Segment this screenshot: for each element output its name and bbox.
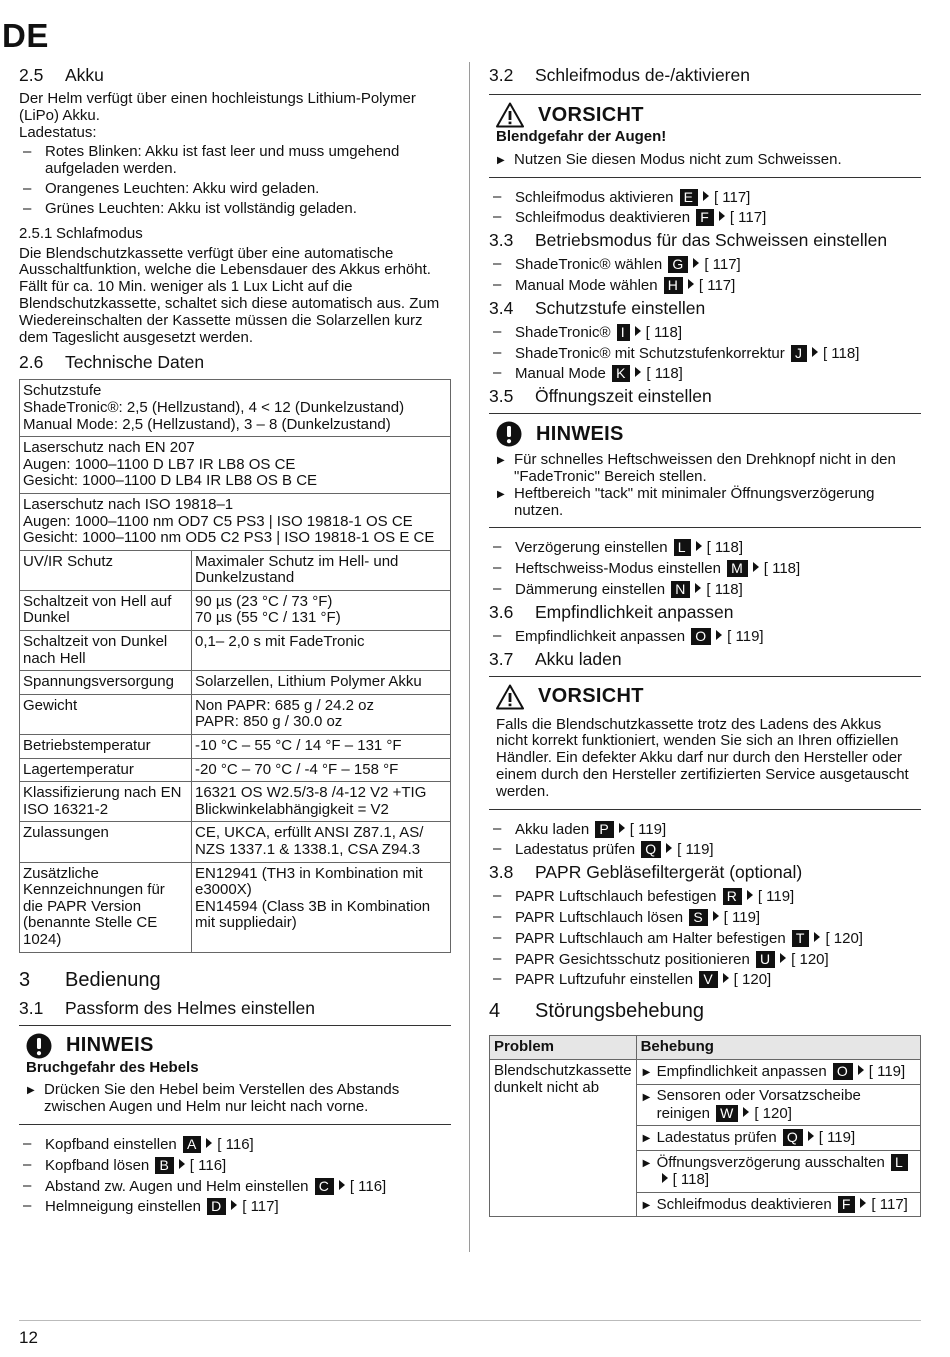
section-title: PAPR Gebläsefiltergerät (optional) (535, 862, 803, 883)
figure-key-badge: K (612, 365, 630, 382)
arrow-right-icon (662, 1173, 668, 1183)
section-heading-3-2 (489, 65, 921, 86)
section-heading-3 (19, 969, 451, 992)
step-item (489, 888, 921, 906)
notice-header (496, 101, 914, 129)
table-row (20, 380, 451, 437)
list-item: ▶ Für schnelles Heftschweissen den Drehknopf nicht in den "FadeTronic" Bereich stellen. (496, 452, 914, 486)
figure-key-badge: C (315, 1178, 334, 1195)
section-heading-2-6 (19, 352, 451, 373)
cell-line: Gesicht: 1000–1100 D LB4 IR LB8 OS B CE (23, 472, 318, 490)
cell-line: Laserschutz nach ISO 19818–1 (23, 495, 234, 513)
figure-key-badge: F (838, 1196, 856, 1213)
figure-key-badge: H (664, 277, 683, 294)
arrow-right-icon (635, 326, 641, 336)
arrow-right-icon (339, 1180, 345, 1190)
akku-intro: Der Helm verfügt über einen hochleistungs Lithium-Polymer (LiPo) Akku. (19, 90, 416, 124)
step-text: Verzögerung einstellen (515, 539, 668, 557)
fix-text: Sensoren oder Vorsatzscheibe reinigen (656, 1086, 861, 1122)
row-label: Betriebstemperatur (20, 735, 192, 759)
arrow-right-icon (688, 279, 694, 289)
notice-subtitle: Bruchgefahr des Hebels (26, 1058, 199, 1076)
notice-title: VORSICHT (538, 103, 644, 126)
arrow-right-icon (753, 562, 759, 572)
page-reference[interactable]: [ 118] (645, 323, 683, 341)
table-row (20, 862, 451, 952)
arrow-right-icon (858, 1065, 864, 1075)
arrow-right-icon (635, 367, 641, 377)
list-item: – Grünes Leuchten: Akku ist vollständig geladen. (19, 201, 451, 218)
figure-key-badge: J (791, 345, 807, 362)
figure-key-badge: Q (641, 841, 661, 858)
section-title: Öffnungszeit einstellen (535, 386, 712, 407)
step-text: Schleifmodus deaktivieren (515, 209, 691, 227)
section-number: 3.5 (489, 386, 514, 407)
figure-key-badge: P (595, 821, 613, 838)
list-item: ▶ Drücken Sie den Hebel beim Verstellen des Abstands zwischen Augen und Helm nur leicht nach vorne. (26, 1082, 444, 1116)
steps-3-4 (489, 324, 921, 383)
notice-subtitle: Blendgefahr der Augen! (496, 128, 667, 145)
step-item (489, 209, 921, 227)
steps-3-6 (489, 628, 921, 646)
row-value: EN12941 (TH3 in Kombination mit e3000X) EN14594 (Class 3B in Kombination mit suppliedair) (192, 862, 451, 952)
step-item (489, 324, 921, 342)
step-text: Kopfband lösen (45, 1156, 150, 1174)
cell-line: Gesicht: 1000–1100 nm OD5 C2 PS3 | ISO 19818-1 OS E CE (23, 529, 435, 547)
column-header-fix: Behebung (636, 1036, 920, 1060)
step-item (489, 821, 921, 839)
arrow-right-icon (780, 953, 786, 963)
notice-title: HINWEIS (66, 1034, 154, 1057)
list-item: – Orangenes Leuchten: Akku wird geladen. (19, 181, 451, 198)
table-row (20, 694, 451, 734)
cell-line: Laserschutz nach EN 207 (23, 439, 195, 457)
step-item (489, 909, 921, 927)
section-title: Bedienung (65, 968, 161, 991)
step-text: PAPR Luftzufuhr einstellen (515, 971, 694, 989)
section-number: 4 (489, 1000, 501, 1023)
section-title: Akku laden (535, 648, 622, 669)
step-text: ShadeTronic® (515, 323, 611, 341)
footer-rule (19, 1320, 921, 1321)
fix-cell (636, 1059, 920, 1084)
section-heading-3-3 (489, 230, 921, 251)
section-heading-2-5-1 (19, 225, 451, 242)
step-text: Schleifmodus aktivieren (515, 188, 674, 206)
page-reference[interactable]: [ 117] (729, 209, 767, 227)
exclamation-circle-icon (496, 421, 522, 447)
page-reference[interactable]: [ 120] (754, 1104, 792, 1122)
figure-key-badge: S (689, 909, 707, 926)
steps-3-5 (489, 539, 921, 598)
figure-key-badge: B (155, 1157, 173, 1174)
table-cell (20, 437, 451, 494)
row-value: Non PAPR: 685 g / 24.2 oz PAPR: 850 g / 30.0 oz (192, 694, 451, 734)
step-text: PAPR Gesichtsschutz positionieren (515, 950, 750, 968)
step-text: PAPR Luftschlauch am Halter befestigen (515, 929, 786, 947)
page-reference[interactable]: [ 119] (757, 888, 795, 906)
figure-key-badge: U (756, 951, 775, 968)
step-text: Manual Mode wählen (515, 276, 658, 294)
notice-text: Falls die Blendschutzkassette trotz des Ladens des Akkus nicht korrekt funktioniert, wenden Sie sich an Ihren offiziellen Händler. Ein defekter Akku darf nur durch den Hersteller oder einem durch den Hersteller zertifizierten Service ausgetauscht werden. (496, 715, 909, 800)
figure-key-badge: G (668, 256, 688, 273)
step-text: PAPR Luftschlauch lösen (515, 908, 684, 926)
fix-text: Öffnungsverzögerung ausschalten (656, 1154, 885, 1172)
section-number: 3.1 (19, 997, 44, 1018)
section-title: Schutzstufe einstellen (535, 297, 706, 318)
figure-key-badge: I (617, 324, 630, 341)
step-item (489, 189, 921, 207)
figure-key-badge: O (691, 628, 711, 645)
page-reference[interactable]: [ 120] (733, 971, 772, 989)
right-column (489, 62, 921, 1217)
row-label: Lagertemperatur (20, 758, 192, 782)
figure-key-badge: M (727, 560, 748, 577)
notice-header (496, 683, 914, 711)
notice-hinweis-3-5 (489, 413, 921, 528)
step-item (489, 345, 921, 363)
section-number: 3.4 (489, 297, 514, 318)
row-label: Zusätzliche Kennzeichnungen für die PAPR Version (benannte Stelle CE 1024) (20, 862, 192, 952)
column-divider (469, 62, 470, 1252)
page-reference[interactable]: [ 117] (871, 1195, 908, 1213)
step-item (489, 841, 921, 859)
page-reference[interactable]: [ 120] (791, 950, 829, 968)
arrow-right-icon (723, 973, 729, 983)
step-item (489, 581, 921, 599)
step-item (489, 256, 921, 274)
table-row (490, 1059, 921, 1084)
row-label: Schaltzeit von Hell auf Dunkel (20, 590, 192, 630)
page-reference[interactable]: [ 116] (349, 1177, 387, 1195)
page-reference[interactable]: [ 117] (242, 1198, 279, 1216)
row-label: Zulassungen (20, 822, 192, 862)
figure-key-badge: N (671, 581, 690, 598)
page-reference[interactable]: [ 117] (698, 276, 736, 294)
row-value: Solarzellen, Lithium Polymer Akku (192, 671, 451, 695)
page-reference[interactable]: [ 117] (713, 188, 751, 206)
section-title: Schleifmodus de-/aktivieren (535, 65, 750, 85)
steps-3-1 (19, 1136, 451, 1216)
step-item (489, 628, 921, 646)
section-heading-3-1 (19, 998, 451, 1019)
arrow-right-icon (666, 843, 672, 853)
figure-key-badge: L (674, 539, 691, 556)
page-reference[interactable]: [ 118] (706, 539, 743, 557)
step-text: Helmneigung einstellen (45, 1198, 201, 1216)
warning-triangle-icon (496, 102, 524, 128)
section-number: 3.8 (489, 862, 514, 883)
notice-header (26, 1032, 444, 1060)
arrow-right-icon (747, 890, 753, 900)
fix-text: Ladestatus prüfen (656, 1129, 777, 1147)
fix-cell (636, 1084, 920, 1126)
arrow-right-icon (231, 1200, 237, 1210)
row-value: -10 °C – 55 °C / 14 °F – 131 °F (192, 735, 451, 759)
arrow-right-icon (814, 932, 820, 942)
step-item (489, 365, 921, 383)
notice-list (26, 1082, 444, 1116)
arrow-right-icon (696, 541, 702, 551)
notice-title: HINWEIS (536, 422, 624, 445)
figure-key-badge: E (680, 189, 698, 206)
notice-header (496, 420, 914, 448)
section-number: 3.6 (489, 601, 514, 622)
steps-3-2 (489, 189, 921, 228)
page-reference[interactable]: [ 117] (704, 256, 741, 274)
page-reference[interactable]: [ 118] (672, 1170, 709, 1188)
arrow-right-icon (703, 191, 709, 201)
step-item (489, 277, 921, 295)
list-item: ▶ Nutzen Sie diesen Modus nicht zum Schweissen. (496, 152, 914, 169)
step-text: Manual Mode (515, 365, 606, 383)
arrow-right-icon (719, 211, 725, 221)
page-number: 12 (19, 1328, 38, 1347)
step-text: Empfindlichkeit anpassen (515, 627, 686, 645)
table-row (20, 437, 451, 494)
problem-cell: Blendschutzkassette dunkelt nicht ab (490, 1059, 637, 1217)
table-row (20, 758, 451, 782)
arrow-right-icon (743, 1107, 749, 1117)
arrow-right-icon (619, 823, 625, 833)
step-text: Heftschweiss-Modus einstellen (515, 560, 721, 578)
step-item (489, 560, 921, 578)
page-reference[interactable]: [ 119] (818, 1129, 856, 1147)
section-title: Betriebsmodus für das Schweissen einstellen (535, 230, 888, 251)
step-item (19, 1178, 451, 1196)
step-text: ShadeTronic® wählen (515, 256, 663, 274)
cell-line: Augen: 1000–1100 D LB7 IR LB8 OS CE (23, 455, 296, 473)
step-item (19, 1157, 451, 1175)
row-label: Schaltzeit von Dunkel nach Hell (20, 631, 192, 671)
page-reference[interactable]: [ 119] (629, 820, 667, 838)
page-reference[interactable]: [ 119] (677, 841, 714, 859)
notice-list (496, 152, 914, 169)
step-item (489, 971, 921, 989)
section-number: 3.3 (489, 230, 514, 251)
fix-cell (636, 1126, 920, 1151)
troubleshooting-table (489, 1035, 921, 1217)
language-code: DE (2, 17, 49, 54)
table-row (20, 550, 451, 590)
notice-hinweis-3-1 (19, 1025, 451, 1125)
step-text: Abstand zw. Augen und Helm einstellen (45, 1177, 309, 1195)
page-reference[interactable]: [ 116] (189, 1156, 227, 1174)
page-reference[interactable]: [ 119] (727, 627, 764, 645)
table-cell (20, 380, 451, 437)
section-heading-3-5 (489, 386, 921, 407)
row-value: 0,1– 2,0 s mit FadeTronic (192, 631, 451, 671)
left-column (19, 62, 451, 1219)
row-value: Maximaler Schutz im Hell- und Dunkelzustand (192, 550, 451, 590)
steps-3-8 (489, 888, 921, 989)
fix-cell (636, 1151, 920, 1193)
ladestatus-label: Ladestatus: (19, 123, 97, 141)
row-value: 16321 OS W2.5/3-8 /4-12 V2 +TIG Blickwinkelabhängigkeit = V2 (192, 782, 451, 822)
fix-text: Schleifmodus deaktivieren (656, 1195, 832, 1213)
list-item: – Rotes Blinken: Akku ist fast leer und muss umgehend aufgeladen werden. (19, 144, 451, 178)
arrow-right-icon (860, 1198, 866, 1208)
fix-text: Empfindlichkeit anpassen (656, 1062, 827, 1080)
arrow-right-icon (695, 583, 701, 593)
table-row (20, 735, 451, 759)
notice-vorsicht-3-7 (489, 676, 921, 810)
page-reference[interactable]: [ 118] (822, 344, 860, 362)
list-item: ▶ Heftbereich "tack" mit minimaler Öffnungsverzögerung nutzen. (496, 486, 914, 520)
arrow-right-icon (812, 347, 818, 357)
section-number: 3.2 (489, 65, 514, 85)
section-number: 3 (19, 968, 31, 991)
arrow-right-icon (206, 1138, 212, 1148)
figure-key-badge: Q (783, 1129, 803, 1146)
notice-title: VORSICHT (538, 685, 644, 708)
section-number: 2.5 (19, 65, 44, 85)
ladestatus-list (19, 144, 451, 217)
page-reference[interactable]: [ 118] (646, 365, 683, 383)
figure-key-badge: W (716, 1105, 738, 1122)
step-text: Akku laden (515, 820, 590, 838)
notice-list (496, 452, 914, 519)
arrow-right-icon (179, 1159, 185, 1169)
section-title: Akku (65, 65, 104, 85)
row-value: 90 µs (23 °C / 73 °F) 70 µs (55 °C / 131 °F) (192, 590, 451, 630)
section-heading-3-7 (489, 649, 921, 670)
section-heading-4 (489, 1000, 921, 1023)
step-text: Ladestatus prüfen (515, 841, 636, 859)
step-item (489, 539, 921, 557)
arrow-right-icon (713, 911, 719, 921)
figure-key-badge: O (833, 1063, 853, 1080)
page-reference[interactable]: [ 118] (763, 560, 801, 578)
technical-data-table (19, 379, 451, 952)
figure-key-badge: T (792, 930, 810, 947)
figure-key-badge: F (696, 209, 714, 226)
step-text: Dämmerung einstellen (515, 580, 666, 598)
column-header-problem: Problem (490, 1036, 637, 1060)
warning-triangle-icon (496, 684, 524, 710)
notice-vorsicht-3-2 (489, 94, 921, 178)
page-reference[interactable]: [ 116] (217, 1135, 254, 1153)
table-row (20, 671, 451, 695)
cell-line: Schutzstufe (23, 382, 102, 400)
step-text: PAPR Luftschlauch befestigen (515, 888, 717, 906)
table-row (20, 782, 451, 822)
cell-line: Manual Mode: 2,5 (Hellzustand), 3 – 8 (Dunkelzustand) (23, 415, 391, 433)
step-item (19, 1136, 451, 1154)
arrow-right-icon (716, 630, 722, 640)
figure-key-badge: L (891, 1154, 908, 1171)
section-heading-3-4 (489, 298, 921, 319)
cell-line: ShadeTronic®: 2,5 (Hellzustand), 4 < 12 (Dunkelzustand) (23, 398, 405, 416)
arrow-right-icon (808, 1131, 814, 1141)
table-cell (20, 493, 451, 550)
step-text: Kopfband einstellen (45, 1135, 177, 1153)
section-title: Empfindlichkeit anpassen (535, 601, 734, 622)
step-text: ShadeTronic® mit Schutzstufenkorrektur (515, 344, 785, 362)
row-value: -20 °C – 70 °C / -4 °F – 158 °F (192, 758, 451, 782)
step-item (489, 951, 921, 969)
fix-cell (636, 1192, 920, 1217)
exclamation-circle-icon (26, 1033, 52, 1059)
schlafmodus-text: Die Blendschutzkassette verfügt über eine automatische Ausschaltfunktion, welche die Lebensdauer des Akkus erhöht. Fällt für ca. 10 Min. weniger als 1 Lux Licht auf die Blendschutzkassette, schaltet sich diese automatisch aus. Zum Wiedereinschalten der Kassette müssen die Solarzellen kurz dem Tageslicht ausgesetzt werden. (19, 244, 440, 346)
section-title: Technische Daten (65, 352, 205, 373)
row-label: UV/IR Schutz (20, 550, 192, 590)
row-label: Gewicht (20, 694, 192, 734)
section-number: 2.6 (19, 352, 44, 373)
section-title: Passform des Helmes einstellen (65, 997, 315, 1018)
section-number: 2.5.1 (19, 224, 53, 242)
table-row (20, 822, 451, 862)
arrow-right-icon (693, 258, 699, 268)
cell-line: Augen: 1000–1100 nm OD7 C5 PS3 | ISO 19818-1 OS CE (23, 512, 413, 530)
page-reference[interactable]: [ 120] (825, 929, 863, 947)
page-reference[interactable]: [ 118] (706, 580, 743, 598)
step-item (489, 930, 921, 948)
row-label: Klassifizierung nach EN ISO 16321-2 (20, 782, 192, 822)
table-row (20, 590, 451, 630)
figure-key-badge: A (183, 1136, 201, 1153)
section-heading-2-5 (19, 65, 451, 86)
section-heading-3-6 (489, 602, 921, 623)
section-title: Schlafmodus (56, 224, 143, 242)
figure-key-badge: R (723, 888, 742, 905)
figure-key-badge: D (207, 1198, 226, 1215)
figure-key-badge: V (699, 971, 717, 988)
row-label: Spannungsversorgung (20, 671, 192, 695)
table-row (20, 631, 451, 671)
section-title: Störungsbehebung (535, 1000, 705, 1023)
step-item (19, 1198, 451, 1216)
page-reference[interactable]: [ 119] (868, 1062, 906, 1080)
steps-3-7 (489, 821, 921, 860)
row-value: CE, UKCA, erfüllt ANSI Z87.1, AS/ NZS 1337.1 & 1338.1, CSA Z94.3 (192, 822, 451, 862)
section-heading-3-8 (489, 862, 921, 883)
steps-3-3 (489, 256, 921, 295)
section-number: 3.7 (489, 648, 514, 669)
page-reference[interactable]: [ 119] (723, 908, 761, 926)
table-row (20, 493, 451, 550)
